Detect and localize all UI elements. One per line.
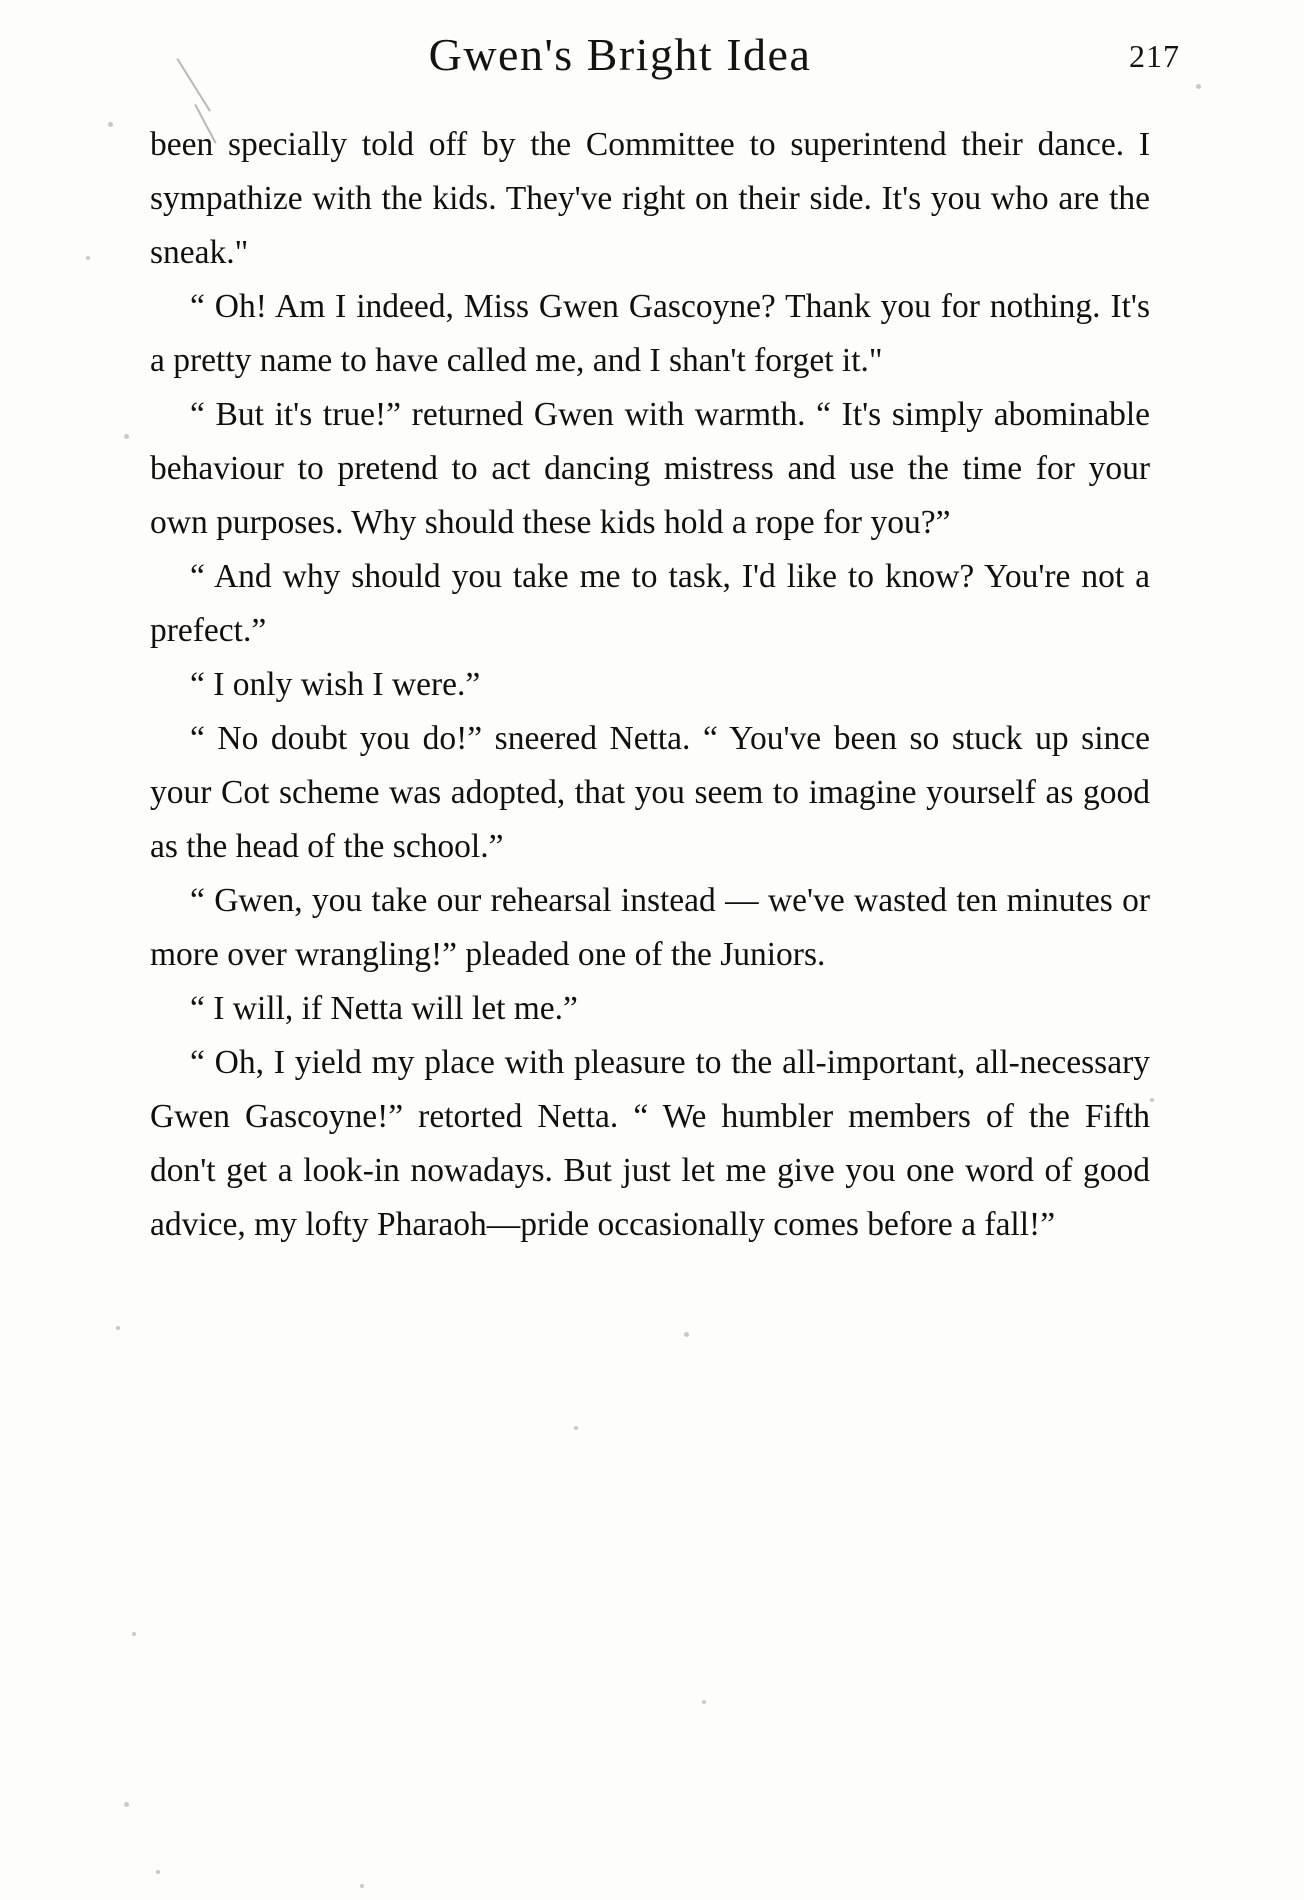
page-body [150, 118, 1150, 1252]
scan-speck [1150, 1098, 1154, 1102]
scan-speck [124, 1802, 129, 1807]
scan-speck [116, 1326, 120, 1330]
paragraph: “ I only wish I were.” [190, 666, 481, 703]
paragraph: “ No doubt you do!” sneered Netta. “ You've been so stuck up since your Cot scheme was adopted, that you seem to imagine yourself as good as the head of the school.” [150, 720, 1150, 865]
page-number: 217 [1129, 38, 1180, 74]
paragraph: “ Oh! Am I indeed, Miss Gwen Gascoyne? Thank you for nothing. It's a pretty name to have called me, and I shan't forget it." [150, 288, 1150, 379]
scan-speck [86, 256, 90, 260]
scan-speck [132, 1632, 136, 1636]
paragraph: “ Gwen, you take our rehearsal instead — we've wasted ten minutes or more over wrangling!” pleaded one of the Juniors. [150, 882, 1150, 973]
scan-speck [1196, 84, 1201, 89]
scan-speck [124, 434, 129, 439]
scan-speck [684, 1332, 689, 1337]
paragraph: “ But it's true!” returned Gwen with warmth. “ It's simply abominable behaviour to pretend to act dancing mistress and use the time for your own purposes. Why should these kids hold a rope for you?” [150, 396, 1150, 541]
paragraph: “ Oh, I yield my place with pleasure to the all-important, all-necessary Gwen Gascoyne!” retorted Netta. “ We humbler members of the Fifth don't get a look-in nowadays. But just let me give you one word of good advice, my lofty Pharaoh—pride occasionally comes before a fall!” [150, 1044, 1150, 1243]
paragraph: been specially told off by the Committee to superintend their dance. I sympathize with the kids. They've right on their side. It's you who are the sneak." [150, 126, 1150, 271]
paragraph: “ I will, if Netta will let me.” [190, 990, 578, 1027]
scan-speck [156, 1870, 160, 1874]
scan-speck [360, 1884, 364, 1888]
paragraph: “ And why should you take me to task, I'd like to know? You're not a prefect.” [150, 558, 1150, 649]
scan-speck [574, 1426, 578, 1430]
scan-speck [702, 1700, 706, 1704]
page-header [150, 28, 1180, 100]
scan-speck [108, 122, 113, 127]
page-title: Gwen's Bright Idea [428, 29, 812, 80]
